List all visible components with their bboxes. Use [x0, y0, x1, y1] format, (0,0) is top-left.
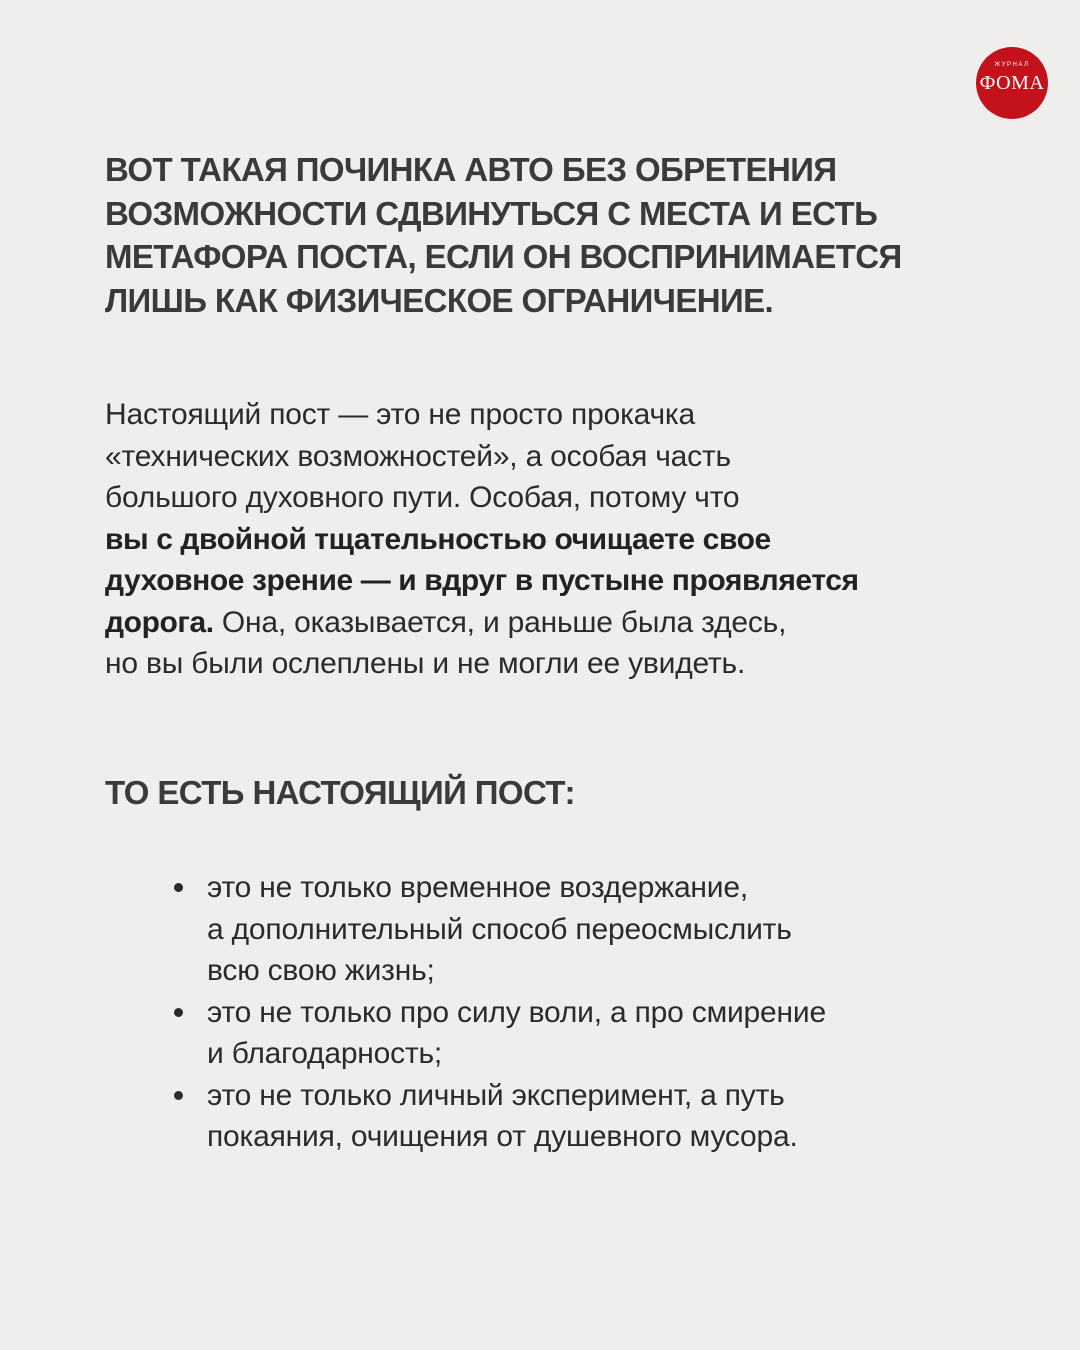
- bullet-icon: [174, 883, 183, 892]
- body-paragraph: [105, 394, 1035, 685]
- list-item: [207, 992, 1027, 1075]
- paragraph-line: Она, оказывается, и раньше была здесь,: [213, 605, 787, 639]
- list-item-line: всю свою жизнь;: [207, 954, 435, 987]
- headline: [105, 148, 1005, 322]
- list-item-line: покаяния, очищения от душевного мусора.: [207, 1120, 798, 1153]
- list-item: [207, 1075, 1027, 1158]
- paragraph-emphasis: дорога.: [105, 605, 214, 639]
- list-item-line: это не только личный эксперимент, а путь: [207, 1078, 785, 1112]
- headline-line: ВОТ ТАКАЯ ПОЧИНКА АВТО БЕЗ ОБРЕТЕНИЯ: [105, 151, 837, 188]
- headline-line: ВОЗМОЖНОСТИ СДВИНУТЬСЯ С МЕСТА И ЕСТЬ: [105, 194, 878, 232]
- bullet-icon: [174, 1008, 183, 1017]
- paragraph-line: но вы были ослеплены и не могли ее увидеть.: [105, 647, 746, 680]
- section-heading: ТО ЕСТЬ НАСТОЯЩИЙ ПОСТ:: [105, 774, 575, 811]
- paragraph-emphasis: духовное зрение — и вдруг в пустыне проявляется: [105, 564, 859, 597]
- paragraph-line: Настоящий пост — это не просто прокачка: [105, 398, 695, 431]
- paragraph-emphasis: вы с двойной тщательностью очищаете свое: [105, 522, 771, 556]
- list-item: [207, 867, 1027, 992]
- list-item-line: это не только временное воздержание,: [207, 871, 748, 904]
- list-item-line: а дополнительный способ переосмыслить: [207, 912, 792, 946]
- bullet-list: [207, 867, 1027, 1158]
- paragraph-line: большого духовного пути. Особая, потому что: [105, 481, 740, 514]
- list-item-line: это не только про силу воли, а про смирение: [207, 995, 826, 1029]
- list-item-line: и благодарность;: [207, 1037, 443, 1070]
- foma-logo: [976, 47, 1048, 119]
- bullet-icon: [174, 1091, 183, 1100]
- logo-foma-wordmark: ФОМА: [979, 72, 1045, 94]
- headline-line: ЛИШЬ КАК ФИЗИЧЕСКОЕ ОГРАНИЧЕНИЕ.: [105, 281, 774, 319]
- logo-journal-label: ЖУРНАЛ: [994, 62, 1030, 68]
- paragraph-line: «технических возможностей», а особая часть: [105, 439, 731, 473]
- headline-line: МЕТАФОРА ПОСТА, ЕСЛИ ОН ВОСПРИНИМАЕТСЯ: [105, 238, 902, 275]
